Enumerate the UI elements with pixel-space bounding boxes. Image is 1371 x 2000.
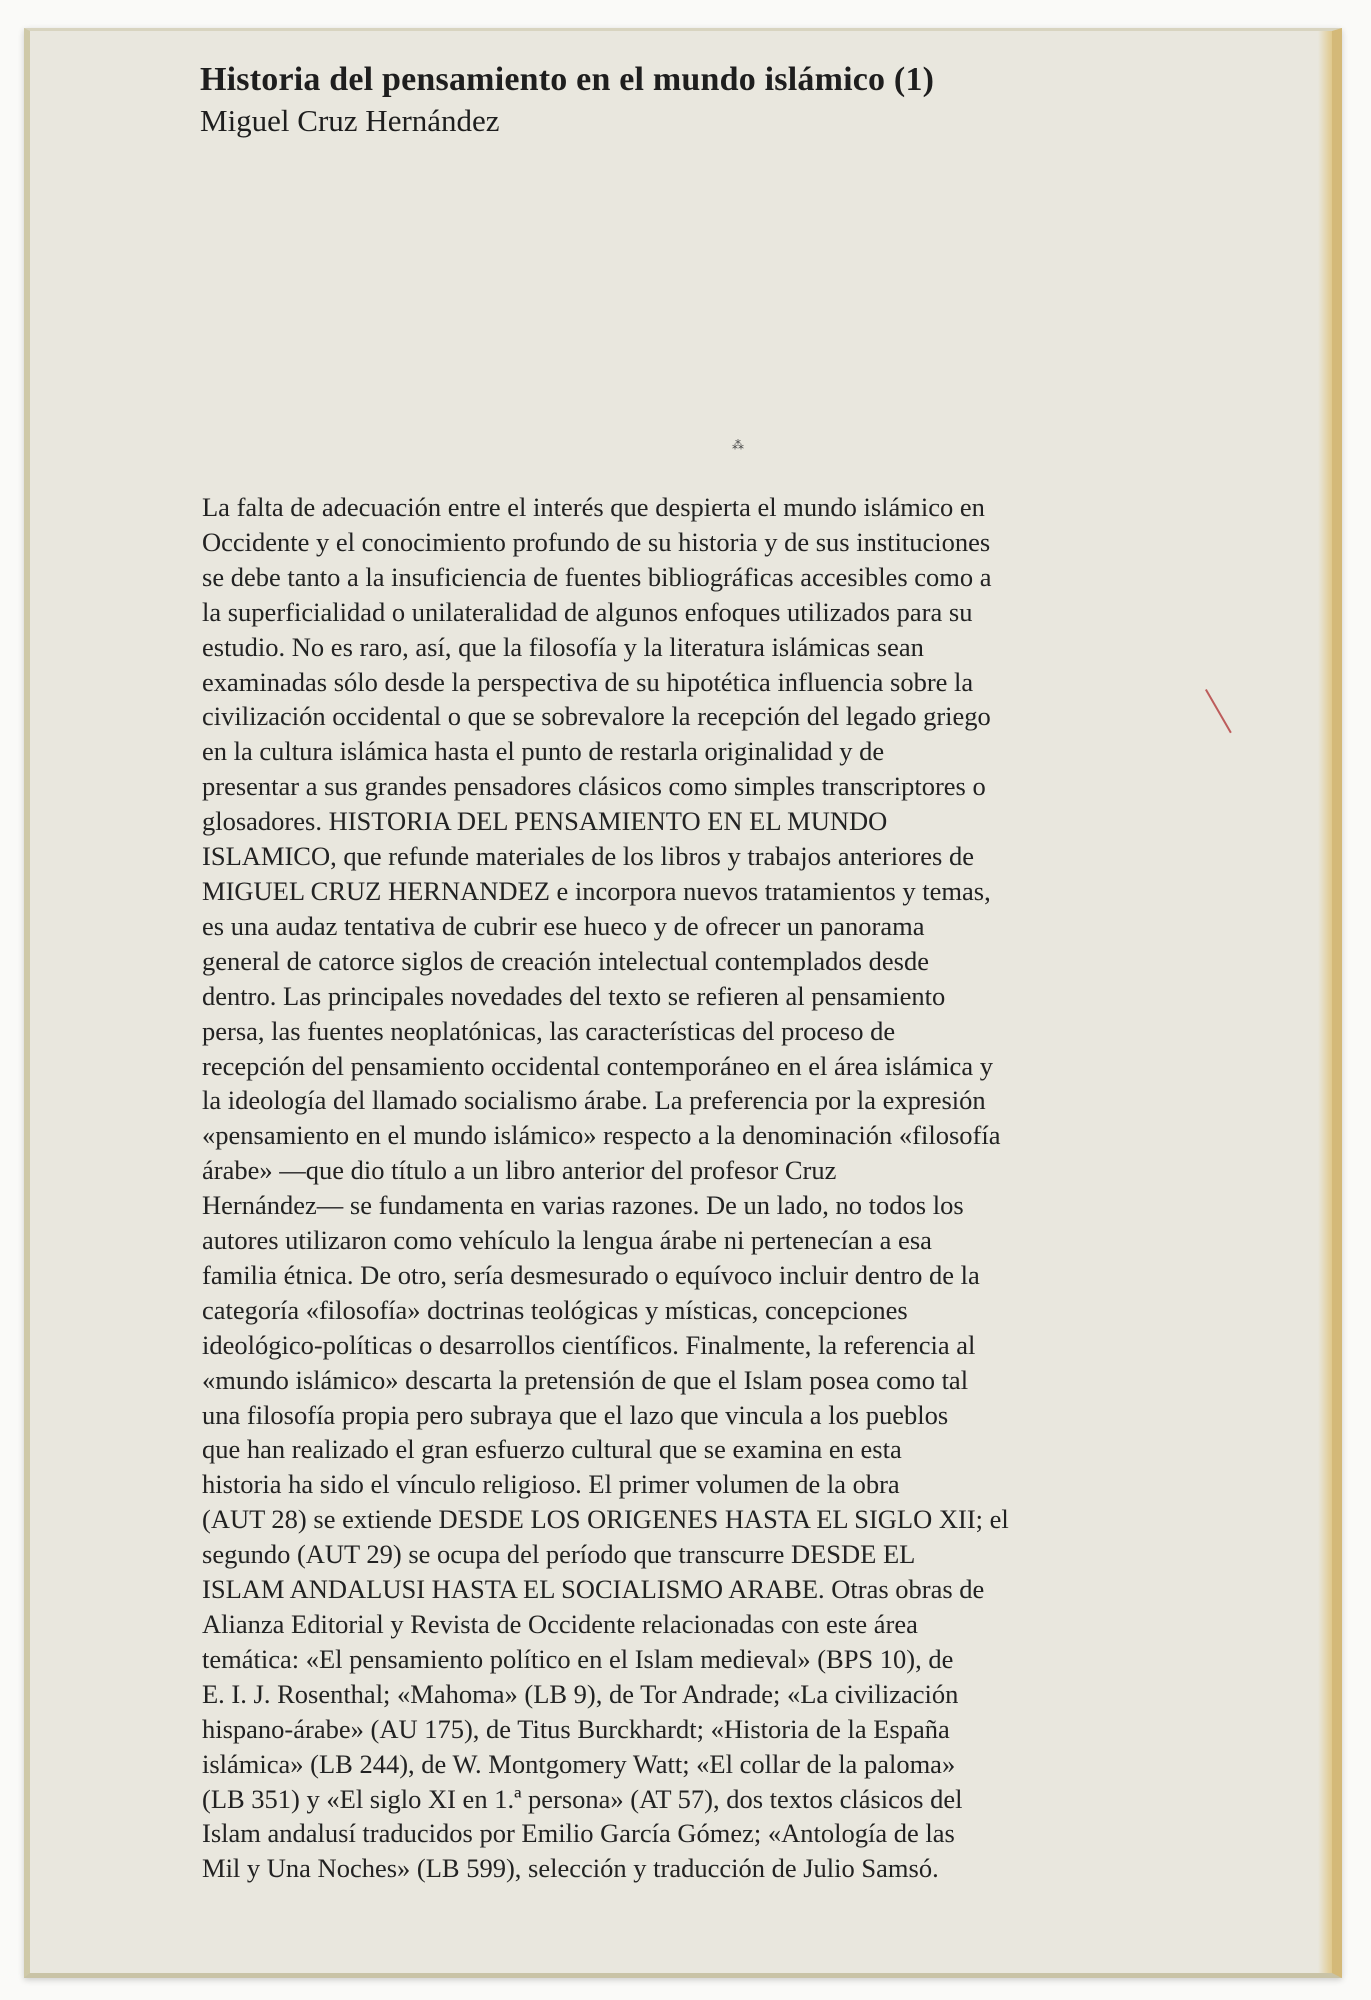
blurb-line: una filosofía propia pero subraya que el lazo que vincula a los pueblos (202, 1399, 949, 1430)
blurb-line: ISLAM ANDALUSI HASTA EL SOCIALISMO ARABE. Otras obras de (202, 1574, 985, 1605)
blurb-line: islámica» (LB 244), de W. Montgomery Watt; «El collar de la paloma» (202, 1748, 956, 1779)
ornament-mark: ⁂ (732, 438, 744, 452)
blurb-line: La falta de adecuación entre el interés que despierta el mundo islámico en (202, 492, 985, 522)
blurb-line: civilización occidental o que se sobrevalore la recepción del legado griego (202, 701, 991, 732)
blurb-line: segundo (AUT 29) se ocupa del período que transcurre DESDE EL (202, 1539, 916, 1570)
blurb-line: MIGUEL CRUZ HERNANDEZ e incorpora nuevos tratamientos y temas, (202, 875, 991, 906)
blurb-line: general de catorce siglos de creación intelectual contemplados desde (202, 945, 929, 976)
blurb-line: familia étnica. De otro, sería desmesurado o equívoco incluir dentro de la (202, 1259, 980, 1290)
blurb-line: «pensamiento en el mundo islámico» respecto a la denominación «filosofía (202, 1120, 1001, 1151)
blurb-line: Islam andalusí traducidos por Emilio García Gómez; «Antología de las (202, 1818, 955, 1849)
blurb-line: Mil y Una Noches» (LB 599), selección y traducción de Julio Samsó. (202, 1853, 939, 1884)
cover-header (200, 60, 1100, 140)
blurb-line: historia ha sido el vínculo religioso. El primer volumen de la obra (202, 1469, 900, 1500)
book-author: Miguel Cruz Hernández (200, 103, 500, 138)
blurb-line: ideológico-políticas o desarrollos científicos. Finalmente, la referencia al (202, 1329, 976, 1360)
blurb-line: presentar a sus grandes pensadores clásicos como simples transcriptores o (202, 771, 986, 802)
blurb-line: temática: «El pensamiento político en el Islam medieval» (BPS 10), de (202, 1643, 954, 1674)
blurb-line: (LB 351) y «El siglo XI en 1.ª persona» (AT 57), dos textos clásicos del (202, 1783, 963, 1814)
blurb-line: es una audaz tentativa de cubrir ese hueco y de ofrecer un panorama (202, 910, 925, 941)
blurb-line: (AUT 28) se extiende DESDE LOS ORIGENES HASTA EL SIGLO XII; el (202, 1504, 1009, 1535)
blurb-line: estudio. No es raro, así, que la filosofía y la literatura islámicas sean (202, 631, 924, 662)
blurb-line: categoría «filosofía» doctrinas teológicas y místicas, concepciones (202, 1294, 908, 1325)
blurb-line: ISLAMICO, que refunde materiales de los libros y trabajos anteriores de (202, 841, 974, 872)
blurb-line: la ideología del llamado socialismo árabe. La preferencia por la expresión (202, 1085, 986, 1116)
blurb-line: se debe tanto a la insuficiencia de fuentes bibliográficas accesibles como a (202, 561, 992, 592)
blurb-line: «mundo islámico» descarta la pretensión de que el Islam posea como tal (202, 1364, 969, 1395)
blurb-line: Hernández— se fundamenta en varias razones. De un lado, no todos los (202, 1190, 964, 1221)
blurb-line: examinadas sólo desde la perspectiva de su hipotética influencia sobre la (202, 666, 974, 697)
blurb-line: persa, las fuentes neoplatónicas, las características del proceso de (202, 1015, 896, 1046)
blurb-line: árabe» —que dio título a un libro anterior del profesor Cruz (202, 1155, 837, 1186)
blurb-line: E. I. J. Rosenthal; «Mahoma» (LB 9), de Tor Andrade; «La civilización (202, 1678, 959, 1709)
blurb-line: la superficialidad o unilateralidad de algunos enfoques utilizados para su (202, 596, 973, 627)
blurb-line: autores utilizaron como vehículo la lengua árabe ni pertenecían a esa (202, 1225, 932, 1256)
book-title: Historia del pensamiento en el mundo islámico (1) (200, 61, 935, 98)
blurb-line: Occidente y el conocimiento profundo de su historia y de sus instituciones (202, 526, 991, 557)
blurb-line: en la cultura islámica hasta el punto de restarla originalidad y de (202, 736, 885, 767)
blurb-line: recepción del pensamiento occidental contemporáneo en el área islámica y (202, 1050, 993, 1081)
blurb-line: glosadores. HISTORIA DEL PENSAMIENTO EN EL MUNDO (202, 806, 888, 837)
blurb-text (202, 490, 1192, 1886)
blurb-line: dentro. Las principales novedades del texto se refieren al pensamiento (202, 980, 946, 1011)
blurb-line: Alianza Editorial y Revista de Occidente relacionadas con este área (202, 1609, 918, 1639)
blurb-line: que han realizado el gran esfuerzo cultural que se examina en esta (202, 1434, 902, 1465)
page-edge (1318, 31, 1332, 1973)
blurb-line: hispano-árabe» (AU 175), de Titus Burckhardt; «Historia de la España (202, 1713, 950, 1744)
